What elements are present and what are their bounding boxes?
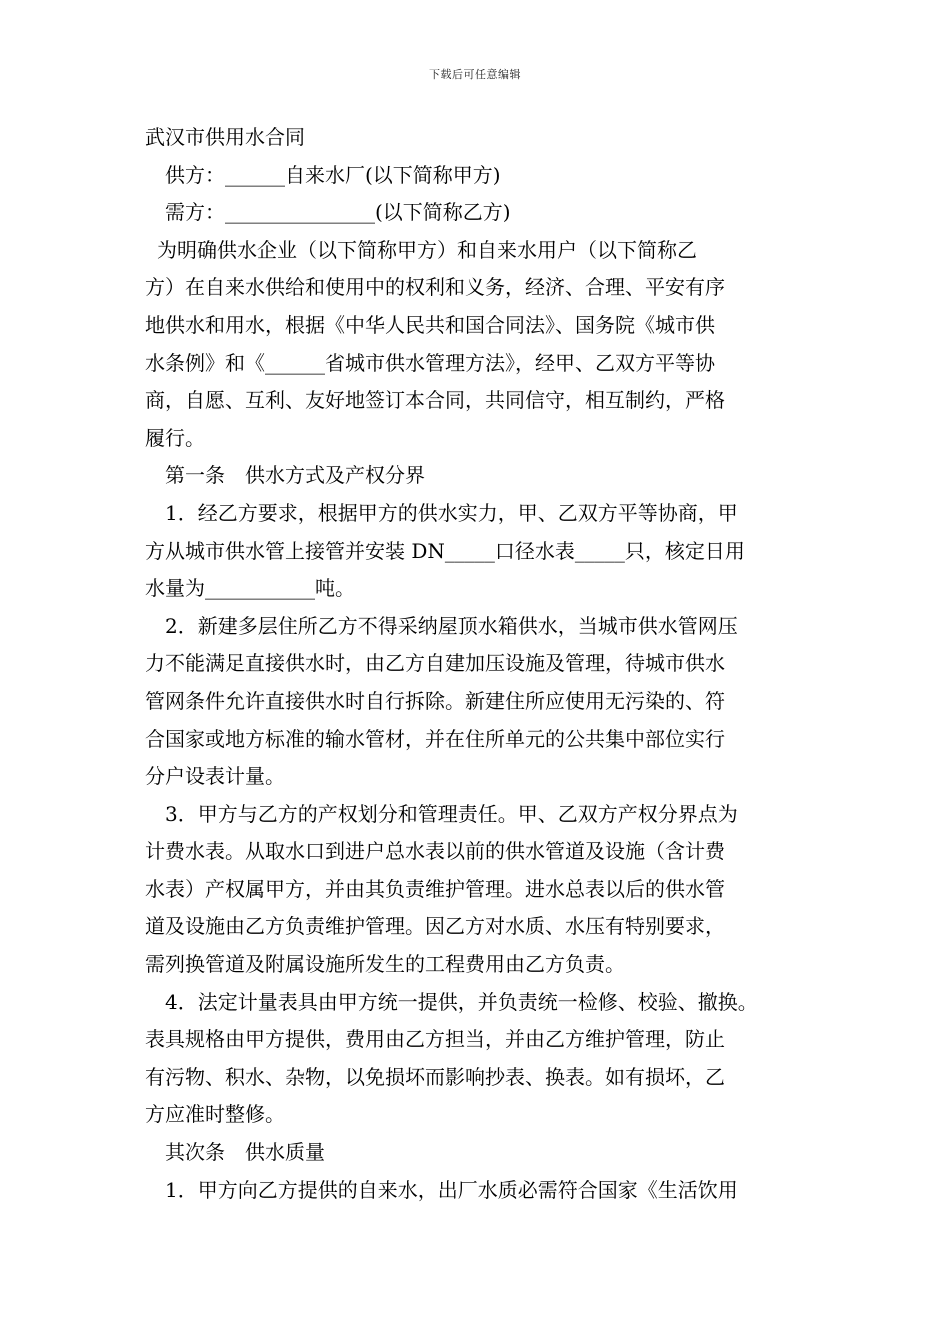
- clause-line: 方从城市供水管上接管并安装 DN_____口径水表_____只，核定日用: [145, 538, 745, 563]
- clause-line: 道及设施由乙方负责维护管理。因乙方对水质、水压有特别要求，: [145, 914, 725, 939]
- clause-line: 需列换管道及附属设施所发生的工程费用由乙方负责。: [145, 952, 625, 977]
- clause-line: 4．法定计量表具由甲方统一提供，并负责统一检修、校验、撤换。: [165, 989, 758, 1014]
- clause-line: 计费水表。从取水口到进户总水表以前的供水管道及设施（含计费: [145, 839, 725, 864]
- clause-line: 力不能满足直接供水时，由乙方自建加压设施及管理，待城市供水: [145, 651, 725, 676]
- page-header-note: 下载后可任意编辑: [429, 68, 521, 81]
- clause-line: 有污物、积水、杂物，以免损坏而影响抄表、换表。如有损坏，乙: [145, 1064, 725, 1089]
- contract-title: 武汉市供用水合同: [145, 125, 305, 149]
- demander-line: 需方：_______________(以下简称乙方): [165, 200, 511, 225]
- clause-line: 管网条件允许直接供水时自行拆除。新建住所应使用无污染的、符: [145, 688, 725, 713]
- supplier-line: 供方：______自来水厂(以下简称甲方): [165, 162, 501, 187]
- clause-line: 3．甲方与乙方的产权划分和管理责任。甲、乙双方产权分界点为: [165, 801, 738, 826]
- clause-line: 合国家或地方标准的输水管材，并在住所单元的公共集中部位实行: [145, 726, 725, 751]
- article-1-heading: 第一条 供水方式及产权分界: [165, 463, 425, 488]
- clause-line: 2．新建多层住所乙方不得采纳屋顶水箱供水，当城市供水管网压: [165, 613, 738, 638]
- preamble-line: 地供水和用水，根据《中华人民共和国合同法》、国务院《城市供: [145, 312, 715, 337]
- article-2-heading: 其次条 供水质量: [165, 1140, 325, 1165]
- clause-line: 1．经乙方要求，根据甲方的供水实力，甲、乙双方平等协商，甲: [165, 500, 738, 525]
- preamble-line: 水条例》和《______省城市供水管理方法》，经甲、乙双方平等协: [145, 350, 715, 375]
- clause-line: 方应准时整修。: [145, 1102, 285, 1127]
- clause-line: 表具规格由甲方提供，费用由乙方担当，并由乙方维护管理，防止: [145, 1027, 725, 1052]
- preamble-line: 履行。: [145, 425, 205, 450]
- clause-line: 水表）产权属甲方，并由其负责维护管理。进水总表以后的供水管: [145, 876, 725, 901]
- clause-line: 1．甲方向乙方提供的自来水，出厂水质必需符合国家《生活饮用: [165, 1177, 738, 1202]
- clause-line: 分户设表计量。: [145, 764, 285, 789]
- clause-line: 水量为___________吨。: [145, 576, 355, 601]
- preamble-line: 为明确供水企业（以下简称甲方）和自来水用户（以下简称乙: [157, 237, 697, 262]
- preamble-line: 商，自愿、互利、友好地签订本合同，共同信守，相互制约，严格: [145, 388, 725, 413]
- contract-body: [145, 119, 810, 1209]
- preamble-line: 方）在自来水供给和使用中的权利和义务，经济、合理、平安有序: [145, 275, 725, 300]
